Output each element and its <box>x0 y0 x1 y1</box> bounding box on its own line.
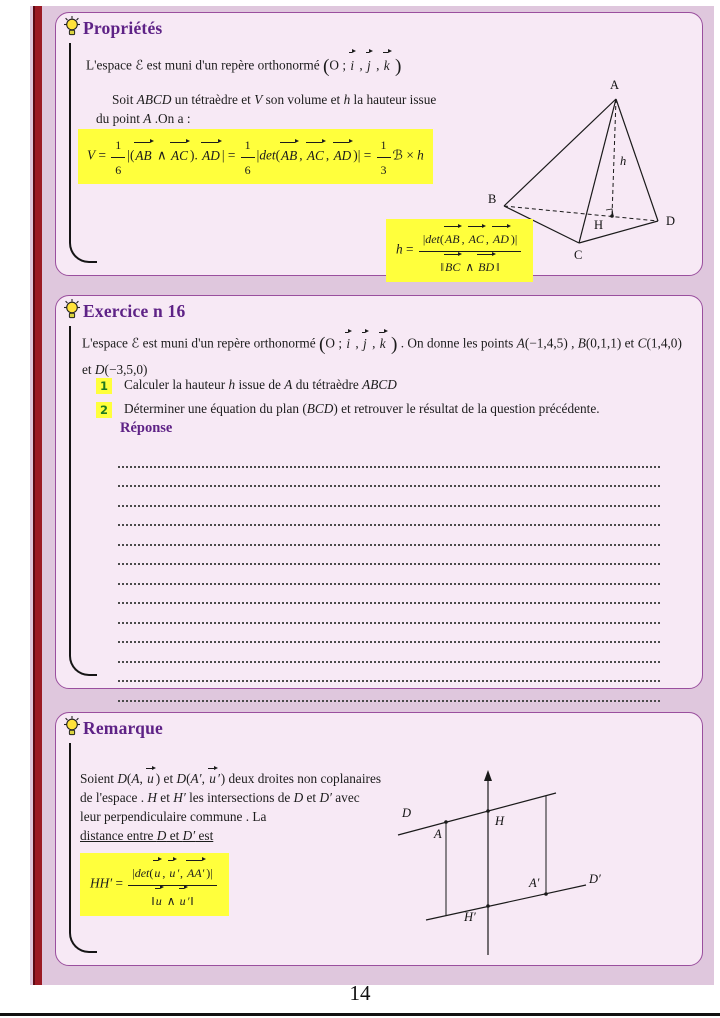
question-text: Calculer la hauteur h issue de A du tétraèdre ABCD <box>124 377 397 392</box>
answer-line <box>118 546 660 566</box>
answer-line <box>118 604 660 624</box>
answer-line <box>118 643 660 663</box>
lightbulb-icon <box>62 298 82 326</box>
foot-label-h: H <box>594 218 604 232</box>
answer-line <box>118 565 660 585</box>
answer-line <box>118 585 660 605</box>
vertex-label-b: B <box>488 192 497 206</box>
margin-red-rule <box>33 6 42 985</box>
body-text: Soit ABCD un tétraèdre et V son volume et h la hauteur issue du point A .On a : <box>96 92 437 126</box>
question-number-badge: 1 <box>96 378 112 394</box>
remark-body-text: Soient D(A, u ) et D(A′, u ′) deux droites non coplanaires de l'espace . H et H′ les intersections de D et D′ avec leur perpendiculaire commune . La <box>80 767 382 827</box>
section-remarque <box>55 712 703 966</box>
question-row <box>96 400 686 419</box>
point-label-h-prime: H′ <box>464 910 476 924</box>
distance-formula: HH′ = $\frac{|\det(u , u ', AA' )|}{‖u \wedge u '‖}$ <box>80 853 382 916</box>
intro-text: L'espace ℰ est muni d'un repère orthonormé (O ; i , j , k ) <box>86 49 401 85</box>
vertex-label-d: D <box>666 214 676 228</box>
question-text: Déterminer une équation du plan (BCD) et retrouver le résultat de la question précédente. <box>124 401 600 416</box>
point-label-a-prime: A′ <box>529 876 540 890</box>
section-title: Propriétés <box>83 18 163 38</box>
answer-lines <box>118 448 660 702</box>
question-row <box>96 376 676 395</box>
answer-line <box>118 663 660 683</box>
vertex-label-c: C <box>574 248 583 262</box>
lightbulb-icon <box>62 15 82 43</box>
answer-line <box>118 526 660 546</box>
question-number-badge: 2 <box>96 402 112 418</box>
section-proprietes <box>55 12 703 276</box>
answer-line <box>118 448 660 468</box>
vertex-label-a: A <box>610 78 620 92</box>
height-formula: h = $\frac{|\det(AB , AC , AD )|}{‖BC \wedge BD ‖}$ <box>386 219 533 282</box>
answer-line <box>118 507 660 527</box>
height-label-h: h <box>620 154 627 168</box>
remark-body-underlined: distance entre D et D′ est <box>80 827 214 843</box>
exercise-intro-text: L'espace ℰ est muni d'un repère orthonormé (O ; i , j , k ) . On donne les points A(−1,4,5) , B(0,1,1) et C(1,4,0) et D(−3,5,0) <box>82 330 688 380</box>
bottom-rule <box>0 1013 720 1016</box>
line-label-d: D <box>402 806 412 820</box>
section-title: Remarque <box>83 718 164 738</box>
point-label-a: A <box>434 827 442 841</box>
lightbulb-icon <box>62 715 82 743</box>
reponse-label: Réponse <box>120 420 173 436</box>
answer-line <box>118 468 660 488</box>
point-label-h: H <box>495 814 505 828</box>
answer-line <box>118 624 660 644</box>
skew-lines-figure <box>386 765 621 960</box>
answer-line <box>118 682 660 702</box>
volume-formula: V = $\frac{1}{6}$ |(AB ∧ AC ). AD | = $\frac{1}{6}$ |det(AB , AC , AD )| = $\frac{1}{3}$ ℬ × h <box>78 129 433 184</box>
page-number: 14 <box>349 981 371 1005</box>
section-title: Exercice n 16 <box>83 301 186 321</box>
line-label-d-prime: D′ <box>589 872 601 886</box>
answer-line <box>118 487 660 507</box>
section-exercice <box>55 295 703 689</box>
